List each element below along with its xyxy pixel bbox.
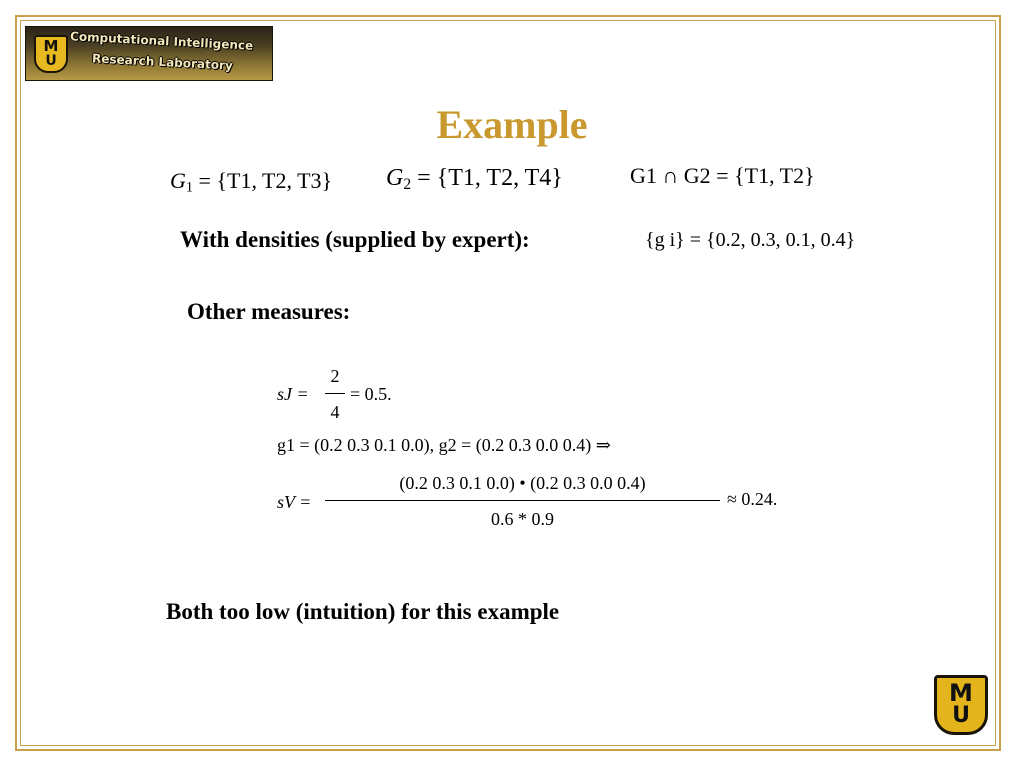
slide-title: Example	[436, 102, 588, 147]
mu-shield-icon: M U	[34, 35, 68, 73]
g-vectors: g1 = (0.2 0.3 0.1 0.0), g2 = (0.2 0.3 0.0 0.4) ⇒	[277, 435, 611, 455]
sj-numerator: 2	[330, 366, 340, 386]
mu-badge-icon: M U	[934, 675, 988, 735]
densities-value: {g i} = {0.2, 0.3, 0.1, 0.4}	[645, 229, 856, 251]
sv-denominator: 0.6 * 0.9	[491, 509, 554, 529]
lab-logo	[25, 26, 273, 81]
conclusion-text: Both too low (intuition) for this example	[166, 599, 560, 624]
sv-numerator: (0.2 0.3 0.1 0.0) • (0.2 0.3 0.0 0.4)	[399, 473, 646, 493]
densities-label: With densities (supplied by expert):	[180, 227, 530, 252]
set-g1: $G_1 = \{T1$, T2, T3}	[170, 168, 333, 196]
sj-lhs: sJ =	[277, 384, 309, 404]
lab-name-line2: Research Laboratory	[91, 51, 234, 73]
other-measures-label: Other measures:	[187, 299, 351, 324]
set-g2-members: = {T1, T2, T4}	[417, 165, 563, 191]
lab-name-line1: Computational Intelligence	[69, 29, 254, 53]
set-g2: $G_2 = \{T1$, T2, T4}	[386, 165, 563, 193]
sj-result: = 0.5.	[350, 384, 392, 404]
sv-result: ≈ 0.24.	[727, 489, 778, 509]
sv-fraction-bar	[325, 500, 720, 501]
set-g1-members: = {T1, T2, T3}	[198, 168, 333, 193]
sv-lhs: sV =	[277, 492, 312, 512]
sj-fraction-bar	[325, 393, 345, 394]
set-intersection: G1 ∩ G2 = {T1, T2}	[630, 163, 815, 188]
sj-denominator: 4	[330, 402, 340, 422]
